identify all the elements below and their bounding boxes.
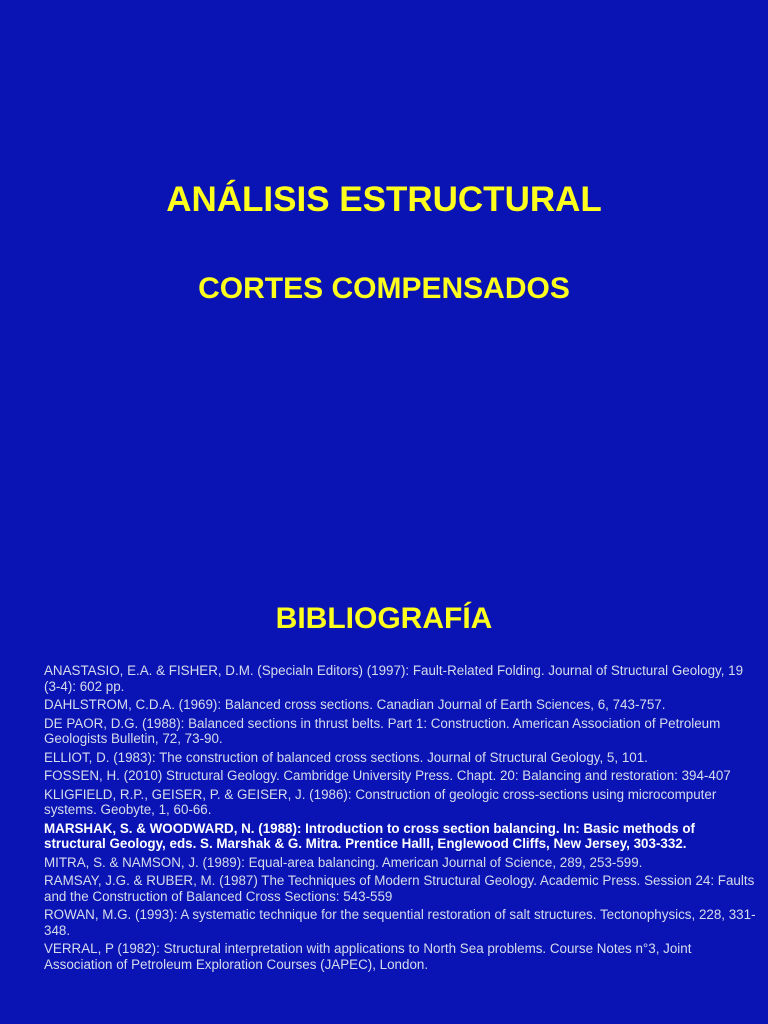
slide-subtitle: CORTES COMPENSADOS	[198, 272, 570, 305]
reference-list	[44, 663, 756, 975]
reference-item: FOSSEN, H. (2010) Structural Geology. Cambridge University Press. Chapt. 20: Balancing and restoration: 394-407	[44, 768, 731, 783]
reference-item: RAMSAY, J.G. & RUBER, M. (1987) The Techniques of Modern Structural Geology. Academic Press. Session 24: Faults and the Construction of Balanced Cross Sections: 543-559	[44, 873, 755, 904]
reference-item: ROWAN, M.G. (1993): A systematic technique for the sequential restoration of salt structures. Tectonophysics, 228, 331-348.	[44, 907, 756, 938]
slide-title: ANÁLISIS ESTRUCTURAL	[166, 180, 602, 219]
reference-item-highlighted: MARSHAK, S. & WOODWARD, N. (1988): Introduction to cross section balancing. In: Basic methods of structural Geology, eds. S. Marshak & G. Mitra. Prentice Halll, Englewood Cliffs, New Jersey, 303-332.	[44, 820, 695, 851]
reference-item: DAHLSTROM, C.D.A. (1969): Balanced cross sections. Canadian Journal of Earth Sciences, 6, 743-757.	[44, 697, 666, 712]
reference-item: VERRAL, P (1982): Structural interpretation with applications to North Sea problems. Course Notes n°3, Joint Association of Petroleum Exploration Courses (JAPEC), London.	[44, 941, 692, 972]
reference-item: MITRA, S. & NAMSON, J. (1989): Equal-area balancing. American Journal of Science, 289, 253-599.	[44, 854, 643, 870]
bibliography-heading: BIBLIOGRAFÍA	[275, 602, 493, 635]
reference-item: KLIGFIELD, R.P., GEISER, P. & GEISER, J. (1986): Construction of geologic cross-sections using microcomputer systems. Geobyte, 1, 60-66.	[44, 786, 717, 817]
reference-item: DE PAOR, D.G. (1988): Balanced sections in thrust belts. Part 1: Construction. American Association of Petroleum Geologists Bulletin, 72, 73-90.	[44, 715, 721, 746]
reference-item: ANASTASIO, E.A. & FISHER, D.M. (Specialn Editors) (1997): Fault-Related Folding. Journal of Structural Geology, 19 (3-4): 602 pp.	[44, 663, 744, 694]
reference-item: ELLIOT, D. (1983): The construction of balanced cross sections. Journal of Structural Geology, 5, 101.	[44, 749, 648, 765]
